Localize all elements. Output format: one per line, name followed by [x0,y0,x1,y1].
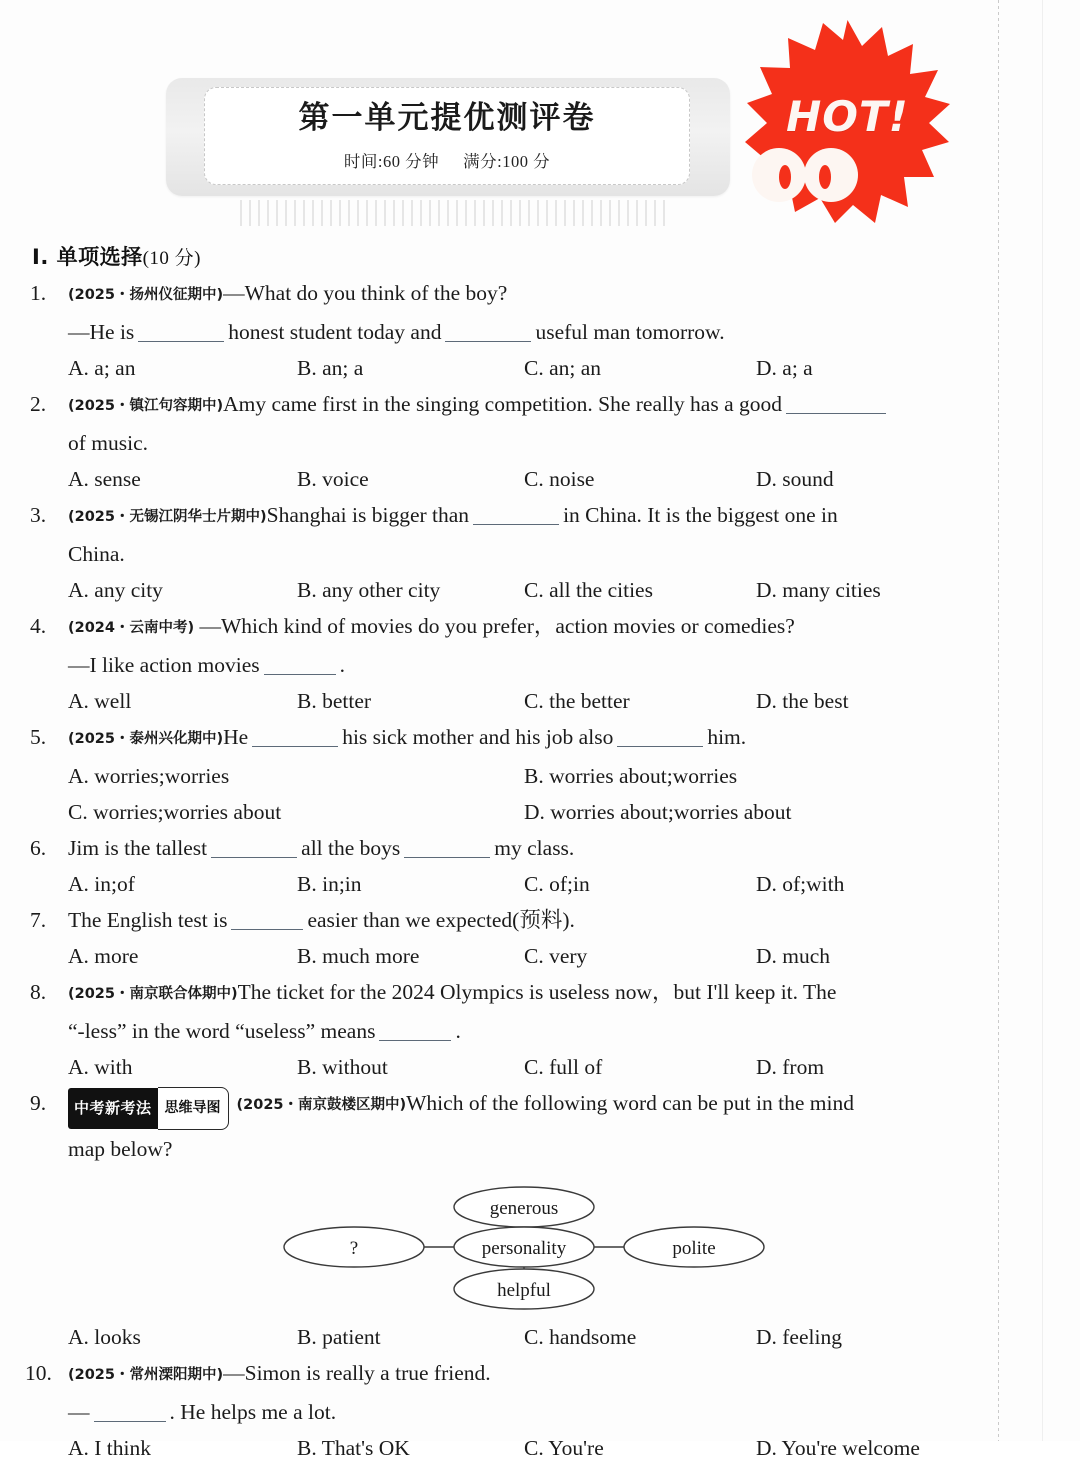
question-number: 7. [30,908,47,932]
stem-text-a: —He is [68,320,135,344]
question-stem [0,497,1010,536]
question-number: 10. [25,1360,52,1385]
question-7 [0,902,1010,974]
question-stem [0,974,1010,1013]
options-row [0,461,1010,497]
question-source: (2025・泰州兴化期中) [68,731,224,747]
node-top-label: generous [489,1197,559,1219]
option-d[interactable]: D. worries about;worries about [524,800,792,824]
option-b[interactable]: B. an; a [297,356,364,380]
option-c[interactable]: C. the better [524,689,630,713]
option-d[interactable]: D. sound [756,467,834,491]
option-d[interactable]: D. the best [756,689,849,713]
option-a[interactable]: A. any city [68,578,163,602]
stem-text-b: . [455,1019,461,1043]
option-d[interactable]: D. feeling [756,1324,842,1349]
question-4 [0,608,1010,719]
options-row [0,1319,1010,1355]
option-b[interactable]: B. without [297,1055,388,1079]
question-number: 4. [30,614,47,638]
answer-blank[interactable] [786,394,886,414]
question-number: 5. [30,725,47,749]
options-row [0,572,1010,608]
question-stem-line2 [0,425,1010,461]
question-stem-line2 [0,1013,1010,1049]
question-source: (2025・无锡江阴华士片期中) [68,509,267,525]
option-d[interactable]: D. You're welcome [756,1435,920,1460]
stem-text-a: “-less” in the word “useless” means [68,1019,376,1043]
options-row [0,938,1010,974]
stem-text: —What do you think of the boy? [223,281,508,305]
question-2 [0,386,1010,497]
question-stem [0,902,1010,938]
stem-text-c: my class. [494,836,575,860]
option-c[interactable]: C. full of [524,1055,603,1079]
option-a[interactable]: A. with [68,1055,133,1079]
node-center-label: personality [481,1237,567,1259]
option-c[interactable]: C. of;in [524,872,590,896]
option-a[interactable]: A. looks [68,1324,141,1349]
stem-text: —Simon is really a true friend. [223,1360,491,1385]
question-source: (2025・常州溧阳期中) [68,1366,224,1383]
option-b[interactable]: B. worries about;worries [524,764,738,788]
answer-blank[interactable] [211,838,297,858]
stem-text-c: useful man tomorrow. [535,320,725,344]
stem-text-a: Jim is the tallest [68,836,208,860]
question-source: (2025・南京鼓楼区期中) [236,1097,407,1113]
answer-blank[interactable] [264,655,336,675]
stem-text: The ticket for the 2024 Olympics is useless now，but I'll keep it. The [237,980,837,1004]
option-b[interactable]: B. patient [297,1324,381,1349]
option-c[interactable]: C. noise [524,467,595,491]
question-number: 3. [30,503,47,527]
stem-text-a: Shanghai is bigger than [266,503,470,527]
stem-text-c: China. [68,542,125,566]
question-stem-line2 [0,1131,1010,1167]
option-a[interactable]: A. in;of [68,872,135,896]
option-b[interactable]: B. better [297,689,372,713]
question-number: 9. [30,1091,47,1115]
option-b[interactable]: B. any other city [297,578,441,602]
answer-blank[interactable] [252,727,338,747]
option-c[interactable]: C. worries;worries about [68,800,282,824]
question-stem-line2 [0,647,1010,683]
page-outer-edge-line [1042,0,1043,1441]
answer-blank[interactable] [231,910,303,930]
options-row [0,350,1010,386]
question-stem [0,1085,1010,1131]
tag-new-exam-method: 中考新考法 [68,1088,158,1129]
question-9 [0,1085,1010,1355]
options-row-1 [0,758,1010,794]
stem-text-a: The English test is [68,908,228,932]
answer-blank[interactable] [473,505,559,525]
stem-text-b: easier than we expected(预料). [307,908,575,932]
question-stem-line2 [0,536,1010,572]
stem-text-b: . [339,653,346,677]
option-d[interactable]: D. many cities [756,578,881,602]
title-banner [166,78,730,196]
answer-blank[interactable] [138,322,224,342]
option-a[interactable]: A. well [68,689,132,713]
option-c[interactable]: C. very [524,944,588,968]
option-d[interactable]: D. a; a [756,356,813,380]
stem-text-a: — [68,1399,90,1424]
option-d[interactable]: D. from [756,1055,825,1079]
options-row [0,1049,1010,1085]
options-row-clipped [0,1430,1010,1460]
stem-text-b: map below? [68,1136,173,1161]
stem-text-b: all the boys [301,836,401,860]
hot-badge [745,18,950,223]
tag-mind-map: 思维导图 [158,1087,229,1130]
question-3 [0,497,1010,608]
stem-text-b: honest student today and [228,320,442,344]
question-number: 2. [30,392,47,416]
stem-text: —Which kind of movies do you prefer，action movies or comedies? [199,614,795,638]
question-number: 6. [30,836,47,860]
option-b[interactable]: B. voice [297,467,369,491]
question-6 [0,830,1010,902]
title-inner-box [204,87,690,185]
question-stem-line2 [0,314,1010,350]
option-c[interactable]: C. handsome [524,1324,637,1349]
time-label: 时间:60 分钟 [343,152,440,172]
node-left-label: ? [349,1237,359,1259]
question-stem [0,719,1010,758]
option-c[interactable]: C. an; an [524,356,602,380]
option-b[interactable]: B. in;in [297,872,362,896]
section-name: 单项选择 [56,245,143,269]
mind-map-figure [0,1169,1010,1319]
eyes-icon [745,146,950,204]
option-b[interactable]: B. much more [297,944,420,968]
stem-text-c: him. [707,725,747,749]
question-source: (2025・南京联合体期中) [68,986,238,1002]
section-heading [32,241,201,271]
answer-blank[interactable] [617,727,703,747]
stem-text-b: in China. It is the biggest one in [563,503,838,527]
question-number: 8. [30,980,47,1004]
question-1 [0,275,1010,386]
page-title: 第一单元提优测评卷 [298,100,596,136]
stem-text: Amy came first in the singing competition. She really has a good [223,392,783,416]
question-tag-group [68,1087,229,1130]
stem-text-b: his sick mother and his job also [342,725,614,749]
question-stem [0,608,1010,647]
hot-label: HOT! [786,92,909,141]
section-points: (10 分) [142,248,202,269]
stem-text: Which of the following word can be put in the mind [406,1091,854,1115]
stem-text-a: He [223,725,249,749]
option-c[interactable]: C. You're [524,1435,604,1460]
option-d[interactable]: D. much [756,944,831,968]
question-source: (2025・镇江句容期中) [68,398,224,414]
answer-blank[interactable] [404,838,490,858]
question-source: (2024・云南中考) [68,620,195,636]
option-a[interactable]: A. worries;worries [68,764,230,788]
question-10 [0,1355,1010,1460]
question-stem [0,386,1010,425]
answer-blank[interactable] [94,1402,166,1422]
question-stem [0,830,1010,866]
question-stem [0,275,1010,314]
question-stem [0,1355,1010,1394]
question-list [0,275,1010,1460]
question-stem-line2 [0,1394,1010,1430]
answer-blank[interactable] [445,322,531,342]
question-source: (2025・扬州仪征期中) [68,287,224,303]
options-row-2 [0,794,1010,830]
node-right-label: polite [672,1237,716,1259]
banner-texture [240,200,670,226]
question-8 [0,974,1010,1085]
option-a[interactable]: A. a; an [68,356,136,380]
question-number: 1. [30,281,47,305]
option-a[interactable]: A. I think [68,1435,152,1460]
exam-meta [205,148,689,172]
stem-text-b: . He helps me a lot. [169,1399,337,1424]
option-d[interactable]: D. of;with [756,872,845,896]
stem-text-a: —I like action movies [68,653,260,677]
option-a[interactable]: A. more [68,944,139,968]
options-row [0,683,1010,719]
stem-text-b: of music. [68,431,149,455]
score-label: 满分:100 分 [463,152,551,172]
answer-blank[interactable] [379,1021,451,1041]
option-b[interactable]: B. That's OK [297,1435,410,1460]
node-bottom-label: helpful [497,1279,551,1301]
question-5 [0,719,1010,830]
option-c[interactable]: C. all the cities [524,578,653,602]
option-a[interactable]: A. sense [68,467,141,491]
section-roman: Ⅰ. [32,245,49,269]
options-row [0,866,1010,902]
